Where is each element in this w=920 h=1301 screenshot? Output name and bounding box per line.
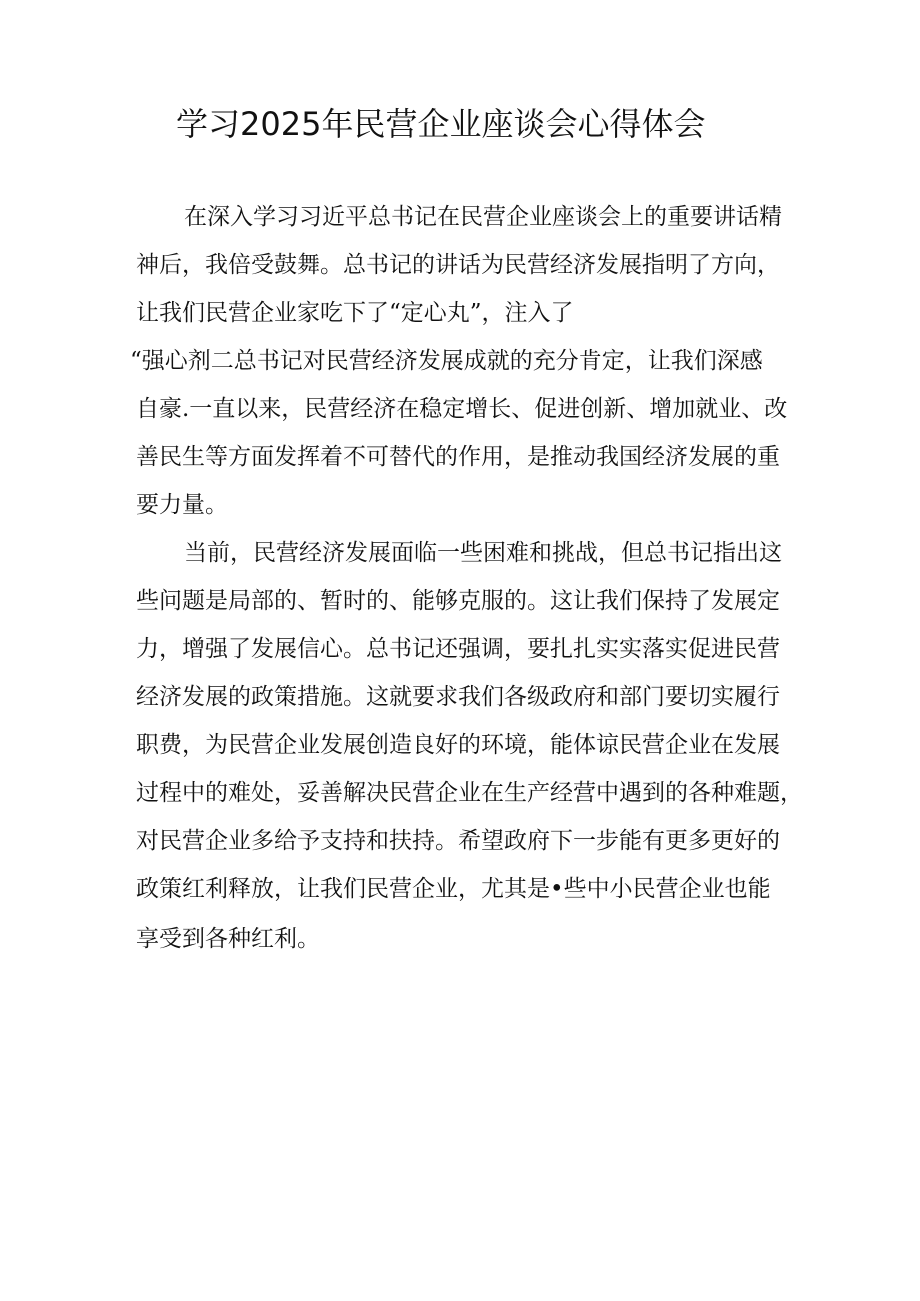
paragraph-2-line-8: 政策红利释放，让我们民营企业，尤其是•些中小民营企业也能 [136, 876, 771, 902]
paragraph-1-line-5: 自豪.一直以来，民营经济在稳定增长、促进创新、增加就业、改 [136, 396, 788, 422]
paragraph-2-line-1: 当前，民营经济发展面临一些困难和挑战，但总书记指出这 [184, 540, 782, 566]
paragraph-2-line-2: 些问题是局部的、暂时的、能够克服的。这让我们保持了发展定 [136, 588, 780, 614]
paragraph-1-line-3: 让我们民营企业家吃下了“定心丸”，注入了 [136, 300, 574, 326]
paragraph-1-line-7: 要力量。 [136, 492, 228, 518]
paragraph-2-line-5: 职费，为民营企业发展创造良好的环境，能体谅民营企业在发展 [136, 732, 780, 758]
paragraph-1-line-4: “强心剂二总书记对民营经济发展成就的充分肯定，让我们深感 [130, 348, 763, 374]
paragraph-2-line-6: 过程中的难处，妥善解决民营企业在生产经营中遇到的各种难题， [136, 780, 803, 806]
paragraph-1-line-2: 神后，我倍受鼓舞。总书记的讲话为民营经济发展指明了方向， [136, 252, 780, 278]
paragraph-1-line-6: 善民生等方面发挥着不可替代的作用，是推动我国经济发展的重 [136, 444, 780, 470]
paragraph-2-line-9: 享受到各种红利。 [136, 926, 320, 952]
paragraph-2-line-4: 经济发展的政策措施。这就要求我们各级政府和部门要切实履行 [136, 684, 780, 710]
paragraph-2-line-7: 对民营企业多给予支持和扶持。希望政府下一步能有更多更好的 [136, 828, 780, 854]
paragraph-2-line-3: 力，增强了发展信心。总书记还强调，要扎扎实实落实促进民营 [136, 636, 780, 662]
paragraph-1-line-1: 在深入学习习近平总书记在民营企业座谈会上的重要讲话精 [184, 204, 782, 230]
document-title: 学习2025年民营企业座谈会心得体会 [176, 105, 706, 143]
